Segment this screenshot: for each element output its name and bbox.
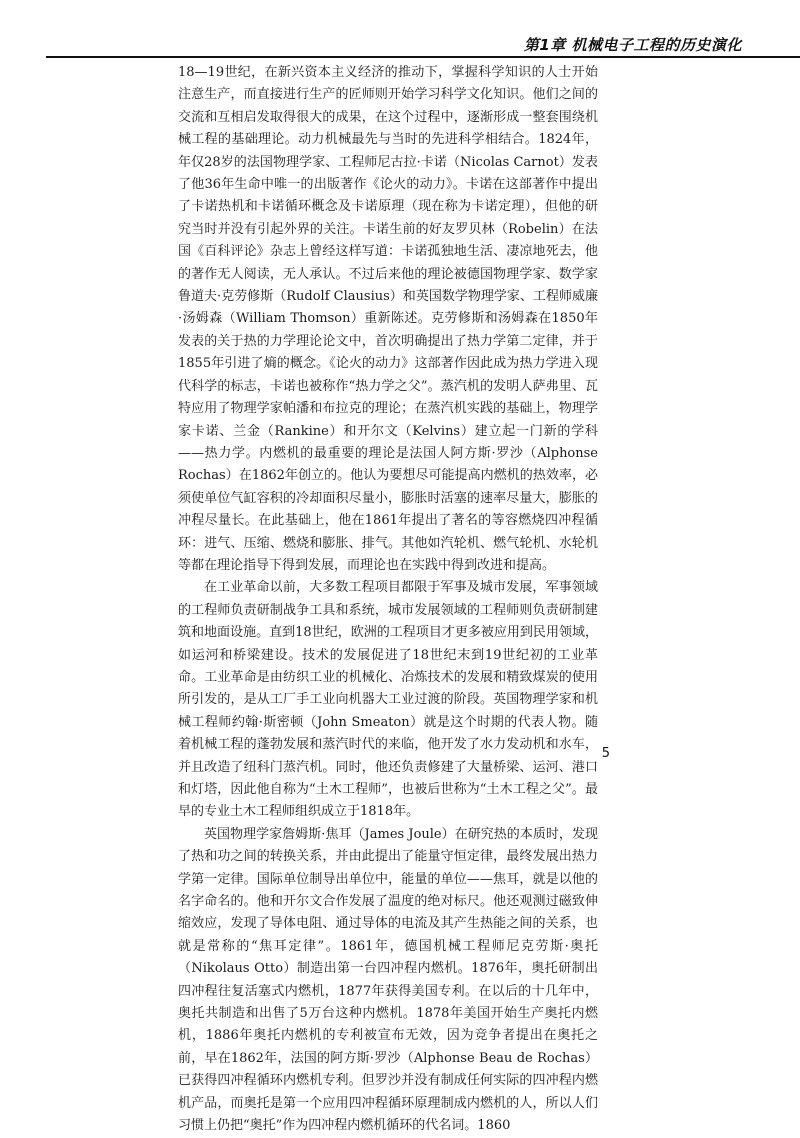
header-rule xyxy=(46,56,800,58)
paragraph: 英国物理学家詹姆斯·焦耳（James Joule）在研究热的本质时，发现了热和功之间的转换关系，并由此提出了能量守恒定律，最终发展出热力学第一定律。国际单位制导出单位中，能量的单位——焦耳，就是以他的名字命名的。他和开尔文合作发展了温度的绝对标尺。他还观测过磁致伸缩效应，发现了导体电阻、通过导体的电流及其产生热能之间的关系，也就是常称的“焦耳定律”。1861年，德国机械工程师尼克劳斯·奥托（Nikolaus Otto）制造出第一台四冲程内燃机。1876年，奥托研制出四冲程往复活塞式内燃机，1877年获得美国专利。在以后的十几年中，奥托共制造和出售了5万台这种内燃机。1878年美国开始生产奥托内燃机，1886年奥托内燃机的专利被宣布无效，因为竞争者提出在奥托之前，早在1862年，法国的阿方斯·罗沙（Alphonse Beau de Rochas）已获得四冲程循环内燃机专利。但罗沙并没有制成任何实际的四冲程内燃机产品，而奥托是第一个应用四冲程循环原理制成内燃机的人，所以人们习惯上仍把“奥托”作为四冲程内燃机循环的代名词。1860 xyxy=(178,826,598,1134)
running-header xyxy=(0,28,800,58)
paragraph: 18—19世纪，在新兴资本主义经济的推动下，掌握科学知识的人士开始注意生产，而直接进行生产的匠师则开始学习科学文化知识。他们之间的交流和互相启发取得很大的成果，在这个过程中，逐渐形成一整套围绕机械工程的基础理论。动力机械最先与当时的先进科学相结合。1824年，年仅28岁的法国物理学家、工程师尼古拉·卡诺（Nicolas Carnot）发表了他36年生命中唯一的出版著作《论火的动力》。卡诺在这部著作中提出了卡诺热机和卡诺循环概念及卡诺原理（现在称为卡诺定理），但他的研究当时并没有引起外界的关注。卡诺生前的好友罗贝林（Robelin）在法国《百科评论》杂志上曾经这样写道：卡诺孤独地生活、凄凉地死去，他的著作无人阅读，无人承认。不过后来他的理论被德国物理学家、数学家鲁道夫·克劳修斯（Rudolf Clausius）和英国数学物理学家、工程师威廉·汤姆森（William Thomson）重新陈述。克劳修斯和汤姆森在1850年发表的关于热的力学理论论文中，首次明确提出了热力学第二定律，并于1855年引进了熵的概念。《论火的动力》这部著作因此成为热力学进入现代科学的标志，卡诺也被称作“热力学之父”。蒸汽机的发明人萨弗里、瓦特应用了物理学家帕潘和布拉克的理论；在蒸汽机实践的基础上，物理学家卡诺、兰金（Rankine）和开尔文（Kelvins）建立起一门新的学科——热力学。内燃机的最重要的理论是法国人阿方斯·罗沙（Alphonse Rochas）在1862年创立的。他认为要想尽可能提高内燃机的热效率，必须使单位气缸容积的冷却面积尽量小，膨胀时活塞的速率尽量大，膨胀的冲程尽量长。在此基础上，他在1861年提出了著名的等容燃烧四冲程循环：进气、压缩、燃烧和膨胀、排气。其他如汽轮机、燃气轮机、水轮机等都在理论指导下得到发展，而理论也在实践中得到改进和提高。 xyxy=(178,65,598,573)
chapter-header-title: 第1章 机械电子工程的历史演化 xyxy=(523,36,742,54)
paragraph: 在工业革命以前，大多数工程项目都限于军事及城市发展，军事领域的工程师负责研制战争工具和系统，城市发展领域的工程师则负责研制建筑和地面设施。直到18世纪，欧洲的工程项目才更多被应用到民用领域，如运河和桥梁建设。技术的发展促进了18世纪末到19世纪初的工业革命。工业革命是由纺织工业的机械化、冶炼技术的发展和精致煤炭的使用所引发的，是从工厂手工业向机器大工业过渡的阶段。英国物理学家和机械工程师约翰·斯密顿（John Smeaton）就是这个时期的代表人物。随着机械工程的蓬勃发展和蒸汽时代的来临，他开发了水力发动机和水车，并且改造了纽科门蒸汽机。同时，他还负责修建了大量桥梁、运河、港口和灯塔，因此他自称为“土木工程师”，也被后世称为“土木工程之父”。最早的专业土木工程师组织成立于1818年。 xyxy=(178,580,598,820)
body-text xyxy=(178,62,598,1138)
page-number: 5 xyxy=(601,746,610,761)
